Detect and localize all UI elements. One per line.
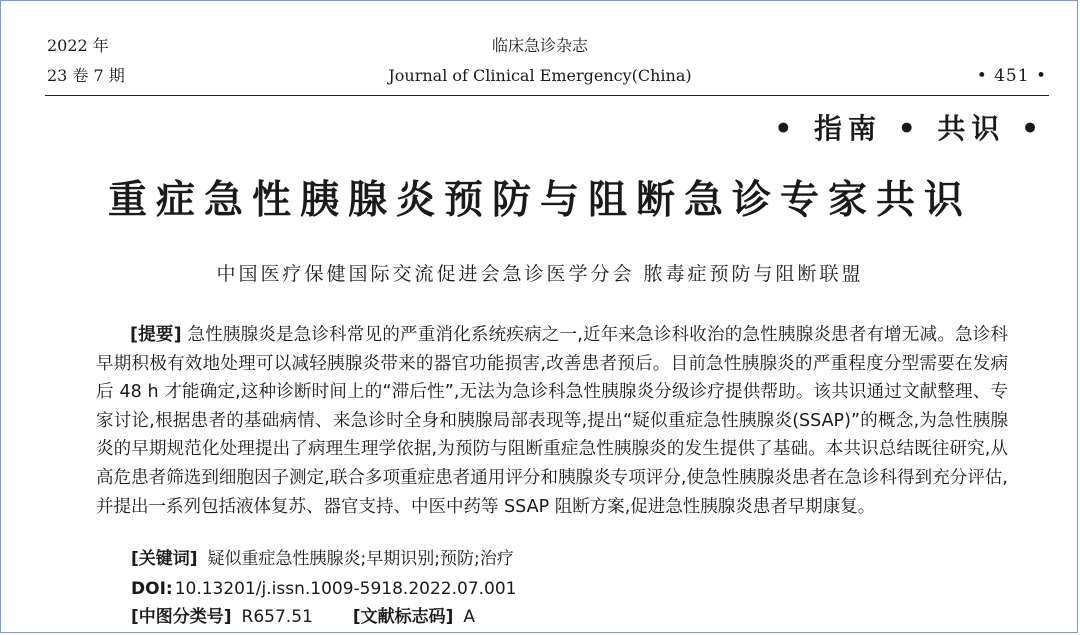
issue-volume: 23 卷 7 期 xyxy=(47,66,125,85)
abstract-label: [提要] xyxy=(130,325,182,345)
doi xyxy=(131,576,517,602)
abstract-text: 急性胰腺炎是急诊科常见的严重消化系统疾病之一,近年来急诊科收治的急性胰腺炎患者有增无减。急诊科早期积极有效地处理可以减轻胰腺炎带来的器官功能损害,改善患者预后。目前急性胰腺炎的严重程度分型需要在发病后 48 h 才能确定,这种诊断时间上的“滞后性”,无法为急诊科急性胰腺炎分级诊疗提供帮助。该共识通过文献整理、专家讨论,根据患者的基础病情、来急诊时全身和胰腺局部表现等,提出“疑似重症急性胰腺炎(SSAP)”的概念,为急性胰腺炎的早期规范化处理提出了病理生理学依据,为预防与阻断重症急性胰腺炎的发生提供了基础。本共识总结既往研究,从高危患者筛选到细胞因子测定,联合多项重症患者通用评分和胰腺炎专项评分,使急性胰腺炎患者在急诊科得到充分评估,并提出一系列包括液体复苏、器官支持、中医中药等 SSAP 阻断方案,促进急性胰腺炎患者早期康复。 xyxy=(96,325,1008,517)
journal-name xyxy=(1,31,1078,91)
keywords-label: [关键词] xyxy=(131,549,198,569)
journal-name-en: Journal of Clinical Emergency(China) xyxy=(388,66,692,85)
issue-year: 2022 年 xyxy=(47,36,109,55)
keywords-value: 疑似重症急性胰腺炎;早期识别;预防;治疗 xyxy=(207,549,514,569)
article-title: 重症急性胰腺炎预防与阻断急诊专家共识 xyxy=(107,178,972,223)
section-tag: • 指南 • 共识 • xyxy=(774,112,1045,145)
doi-label: DOI: xyxy=(131,579,173,599)
abstract xyxy=(96,321,1008,521)
article-authors: 中国医疗保健国际交流促进会急诊医学分会 脓毒症预防与阻断联盟 xyxy=(216,263,864,285)
classification-label: [中图分类号] xyxy=(131,607,232,627)
header-divider xyxy=(45,95,1049,96)
classification-value: R657.51 xyxy=(241,607,313,627)
classification xyxy=(131,604,475,630)
document-code-label: [文献标志码] xyxy=(352,607,454,627)
doi-value: 10.13201/j.issn.1009-5918.2022.07.001 xyxy=(174,579,517,599)
keywords xyxy=(131,546,514,572)
document-code-value: A xyxy=(463,607,476,627)
journal-name-cn: 临床急诊杂志 xyxy=(491,36,588,55)
page-number: • 451 • xyxy=(976,66,1047,86)
